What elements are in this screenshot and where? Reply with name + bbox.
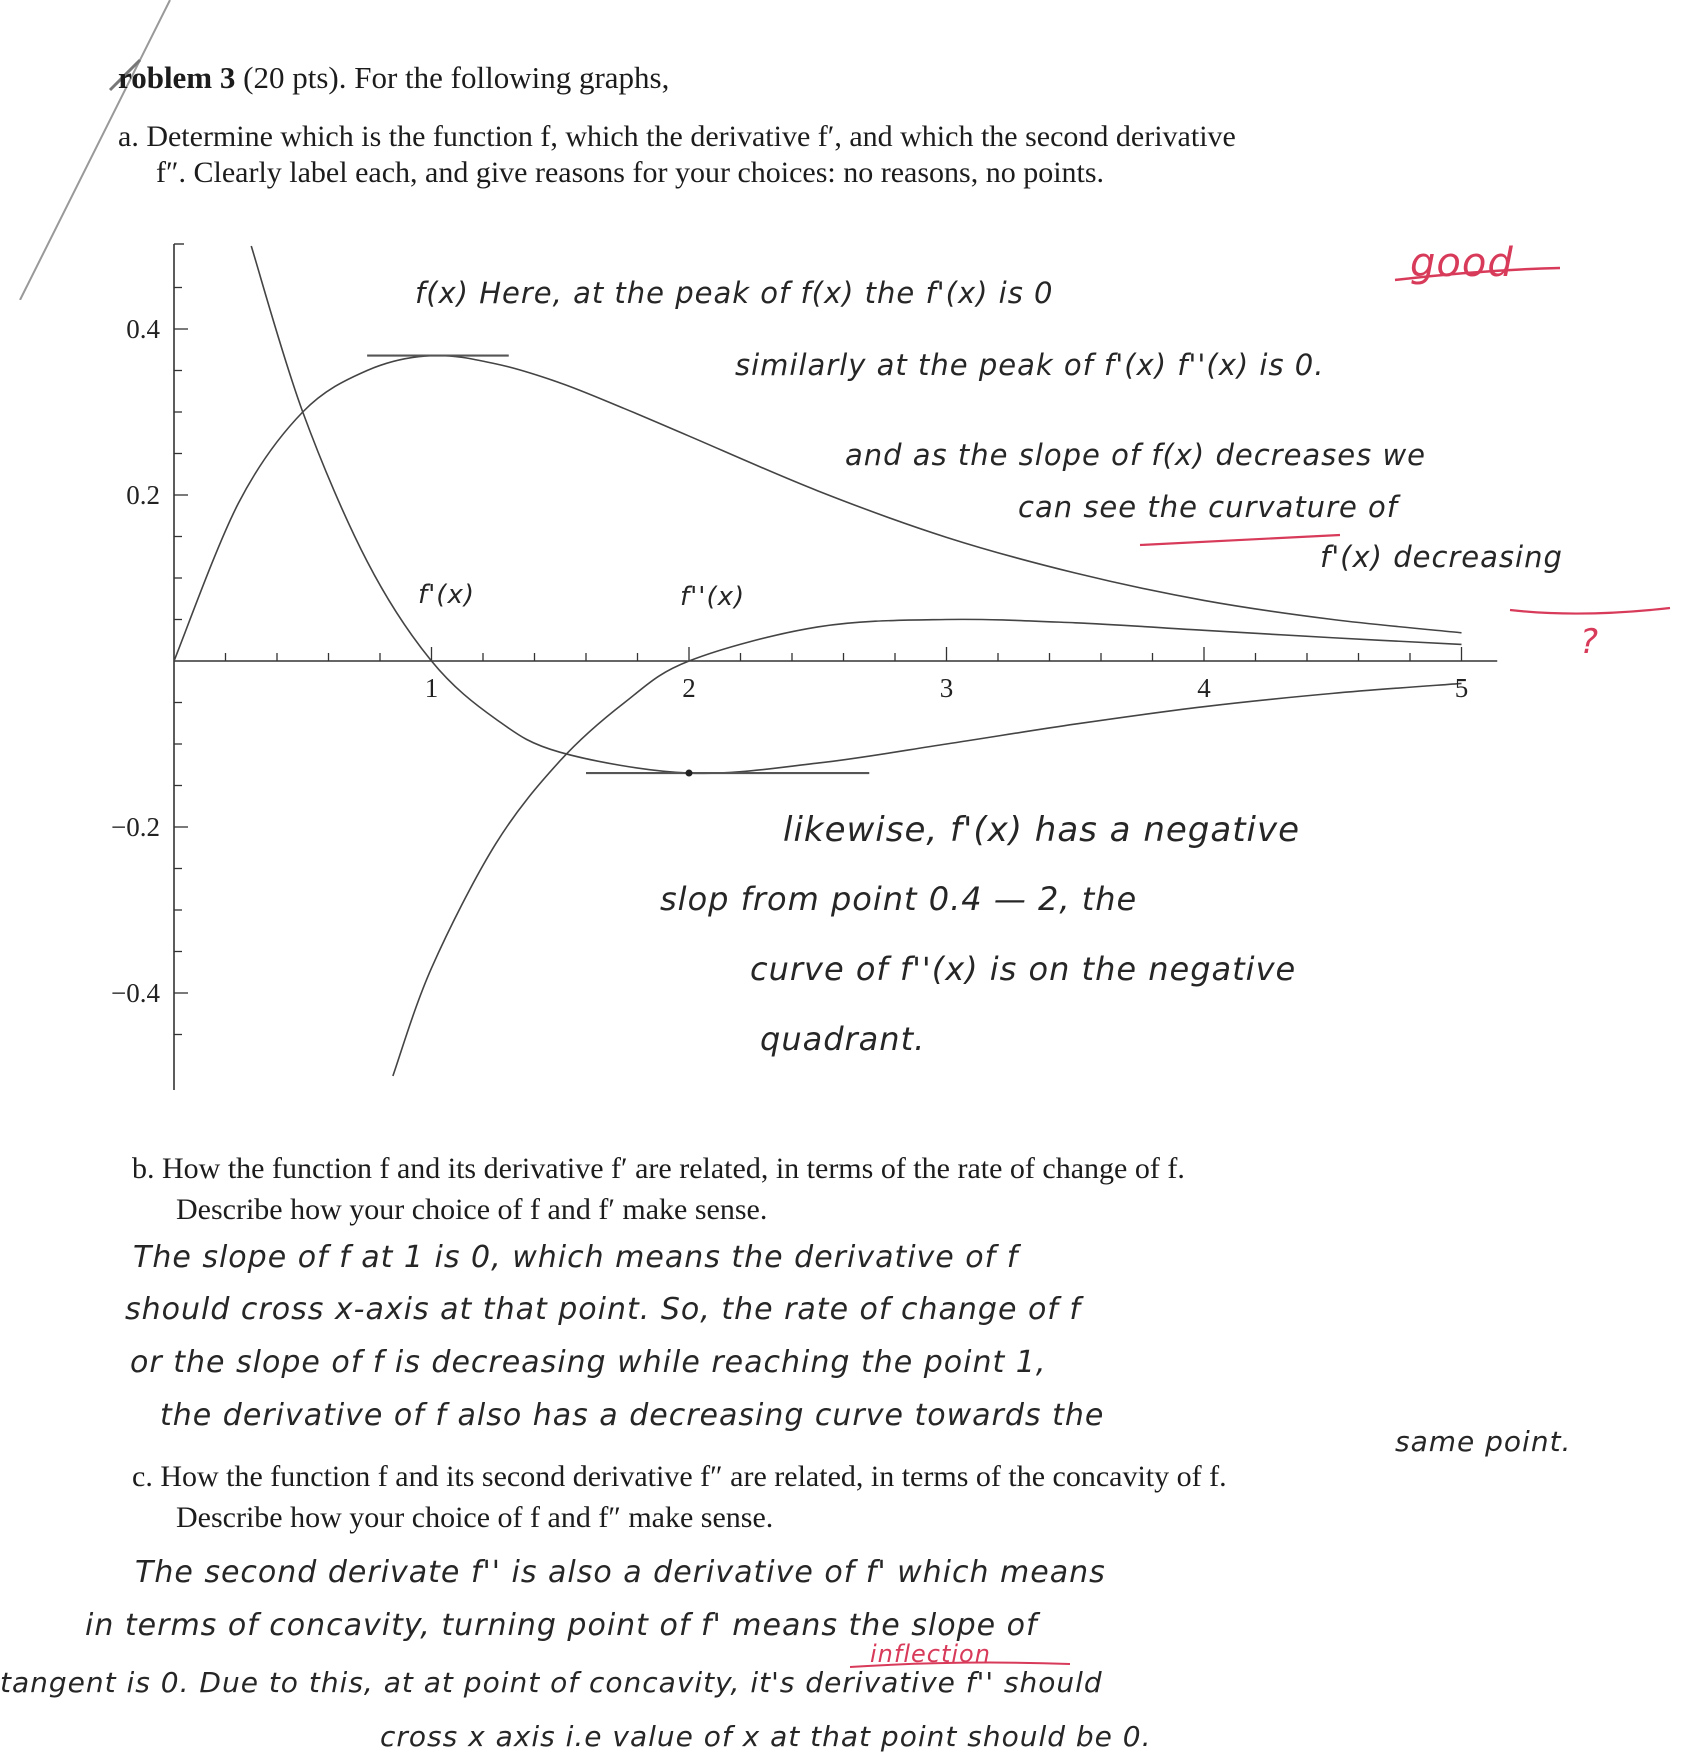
- x-tick-label: 1: [424, 673, 439, 703]
- y-tick-label: −0.2: [111, 812, 160, 842]
- annotation-likewise-3: curve of f''(x) is on the negative: [750, 950, 1297, 988]
- annotation-likewise-1: likewise, f'(x) has a negative: [783, 810, 1301, 850]
- part-b-answer-3: or the slope of f is decreasing while reaching the point 1,: [130, 1345, 1047, 1380]
- problem-title: (20 pts). For the following graphs,: [235, 60, 670, 95]
- annotation-good: good: [1410, 240, 1514, 286]
- part-b-line2: Describe how your choice of f and f′ make sense.: [176, 1193, 768, 1226]
- y-tick-label: 0.4: [126, 314, 160, 344]
- annotation-question-mark: ?: [1580, 622, 1600, 662]
- part-b-answer-2: should cross x-axis at that point. So, the rate of change of f: [125, 1292, 1081, 1327]
- part-b-answer-5: same point.: [1395, 1425, 1572, 1458]
- part-c-answer-3: tangent is 0. Due to this, at at point of concavity, it's derivative f'' should: [0, 1666, 1103, 1699]
- annotation-likewise-4: quadrant.: [760, 1020, 926, 1058]
- red-underline-curvature: [1140, 535, 1340, 545]
- curve-label-fpp: f''(x): [680, 582, 746, 612]
- red-underline-decreasing: [1510, 608, 1670, 614]
- problem-label: roblem 3: [118, 60, 236, 95]
- part-b-line1: b. How the function f and its derivative f′ are related, in terms of the rate of change of f.: [132, 1152, 1185, 1185]
- part-c-answer-4: cross x axis i.e value of x at that point should be 0.: [380, 1720, 1152, 1753]
- annotation-curvature: can see the curvature of: [1018, 490, 1399, 524]
- x-tick-label: 5: [1454, 673, 1469, 703]
- annotation-fp-decreasing: f'(x) decreasing: [1320, 540, 1563, 574]
- x-tick-label: 4: [1197, 673, 1211, 703]
- x-tick-label: 3: [939, 673, 954, 703]
- y-tick-label: −0.4: [111, 978, 160, 1008]
- part-c-answer-2: in terms of concavity, turning point of f' means the slope of: [85, 1608, 1038, 1643]
- part-c-line2: Describe how your choice of f and f″ make sense.: [176, 1501, 774, 1534]
- part-c-inflection: inflection: [870, 1640, 991, 1668]
- annotation-peak-f: f(x) Here, at the peak of f(x) the f'(x) is 0: [415, 276, 1054, 310]
- annotation-peak-fp: similarly at the peak of f'(x) f''(x) is 0.: [735, 348, 1325, 382]
- x-tick-label: 2: [682, 673, 696, 703]
- part-a-line2: f″. Clearly label each, and give reasons for your choices: no reasons, no points.: [156, 156, 1105, 189]
- part-c-answer-1: The second derivate f'' is also a derivative of f' which means: [135, 1555, 1106, 1590]
- part-a-line1: a. Determine which is the function f, which the derivative f′, and which the second derivative: [118, 120, 1236, 153]
- part-c-line1: c. How the function f and its second derivative f″ are related, in terms of the concavity of f.: [132, 1460, 1227, 1493]
- part-b-answer-1: The slope of f at 1 is 0, which means the derivative of f: [133, 1240, 1019, 1275]
- marked-point: [686, 770, 693, 777]
- annotation-likewise-2: slop from point 0.4 — 2, the: [660, 880, 1138, 918]
- annotation-slope: and as the slope of f(x) decreases we: [845, 438, 1427, 472]
- curve-label-fp: f'(x): [418, 580, 475, 610]
- y-tick-label: 0.2: [126, 480, 160, 510]
- part-b-answer-4: the derivative of f also has a decreasing curve towards the: [160, 1398, 1105, 1433]
